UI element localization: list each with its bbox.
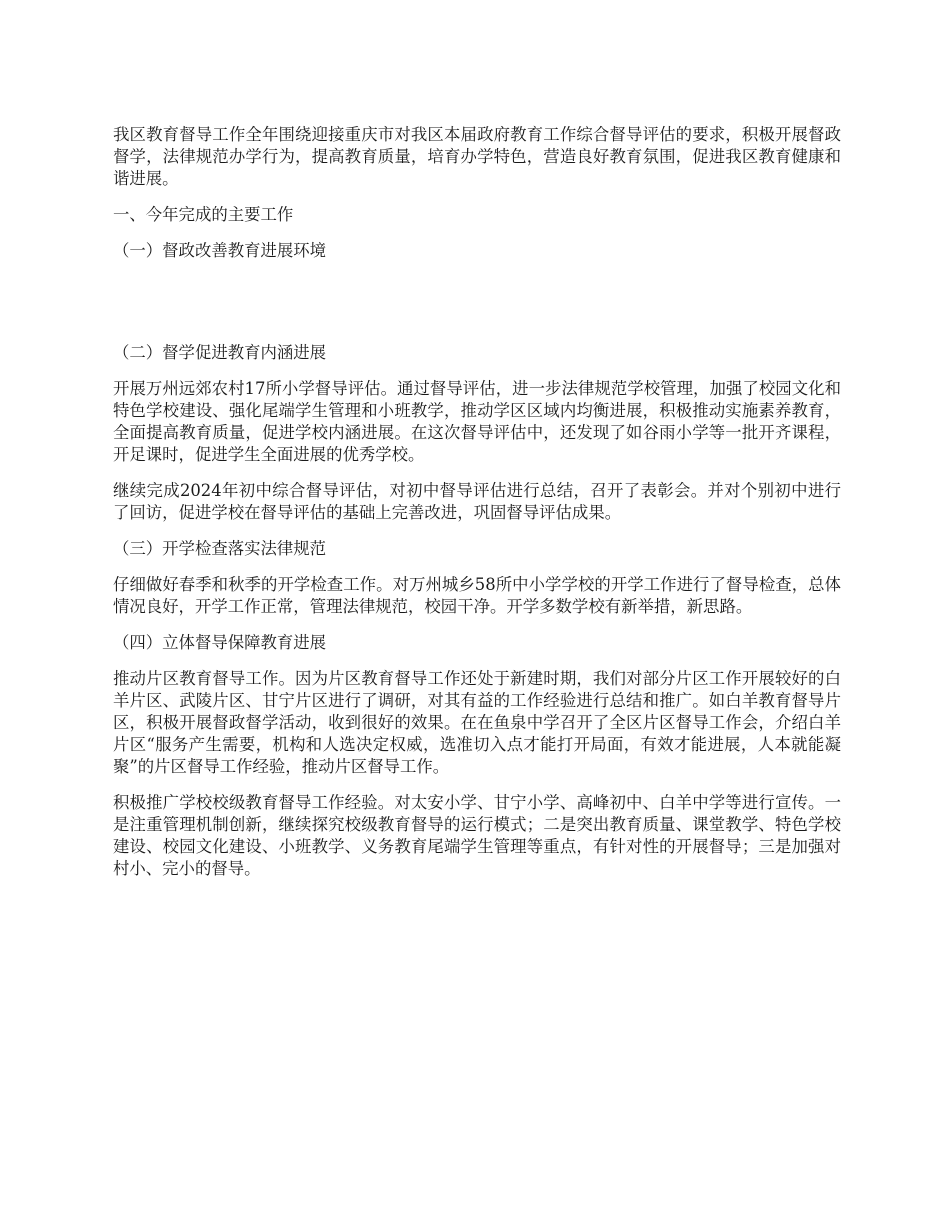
intro-paragraph: 我区教育督导工作全年围绕迎接重庆市对我区本届政府教育工作综合督导评估的要求，积极开展督政督学，法律规范办学行为，提高教育质量，培育办学特色，营造良好教育氛围，促进我区教育健康和谐进展。	[113, 125, 841, 188]
subsection-heading-2: （二）督学促进教育内涵进展	[113, 343, 327, 362]
subsection-heading-4: （四）立体督导保障教育进展	[113, 633, 327, 652]
document-page	[113, 124, 841, 880]
subsection-4-paragraph-1: 推动片区教育督导工作。因为片区教育督导工作还处于新建时期，我们对部分片区工作开展较好的白羊片区、武陵片区、甘宁片区进行了调研，对其有益的工作经验进行总结和推广。如白羊教育督导片区，积极开展督政督学活动，收到很好的效果。在在鱼泉中学召开了全区片区督导工作会，介绍白羊片区“服务产生需要，机构和人选决定权威，选准切入点才能打开局面，有效才能进展，人本就能凝聚”的片区督导工作经验，推动片区督导工作。	[113, 669, 841, 776]
subsection-2-paragraph-1: 开展万州远郊农村17所小学督导评估。通过督导评估，进一步法律规范学校管理，加强了校园文化和特色学校建设、强化尾端学生管理和小班教学，推动学区区域内均衡进展，积极推动实施素养教育，全面提高教育质量，促进学校内涵进展。在这次督导评估中，还发现了如谷雨小学等一批开齐课程，开足课时，促进学生全面进展的优秀学校。	[113, 379, 841, 464]
subsection-3-paragraph-1: 仔细做好春季和秋季的开学检查工作。对万州城乡58所中小学学校的开学工作进行了督导检查，总体情况良好，开学工作正常，管理法律规范，校园干净。开学多数学校有新举措，新思路。	[113, 575, 841, 616]
subsection-4-paragraph-2: 积极推广学校校级教育督导工作经验。对太安小学、甘宁小学、高峰初中、白羊中学等进行宣传。一是注重管理机制创新，继续探究校级教育督导的运行模式；二是突出教育质量、课堂教学、特色学校建设、校园文化建设、小班教学、义务教育尾端学生管理等重点，有针对性的开展督导；三是加强对村小、完小的督导。	[113, 793, 841, 878]
blank-space	[113, 262, 841, 342]
subsection-2-paragraph-2: 继续完成2024年初中综合督导评估，对初中督导评估进行总结，召开了表彰会。并对个别初中进行了回访，促进学校在督导评估的基础上完善改进，巩固督导评估成果。	[113, 481, 841, 522]
subsection-heading-1: （一）督政改善教育进展环境	[113, 241, 327, 260]
subsection-heading-3: （三）开学检查落实法律规范	[113, 539, 327, 558]
section-heading-main-work: 一、今年完成的主要工作	[113, 205, 294, 224]
